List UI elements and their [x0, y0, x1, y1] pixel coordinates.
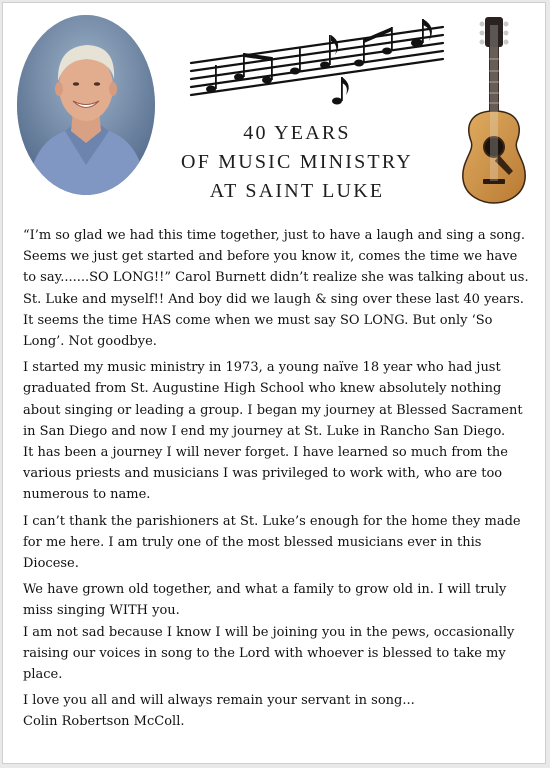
- paragraph-closing-signature: I love you all and will always remain your servant in song... Colin Robertson McColl.: [23, 693, 415, 730]
- paragraph-grown-old: We have grown old together, and what a family to grow old in. I will truly miss singing WITH you. I am not sad because I know I will be joining you in the pews, occasionally raising our voices in song to the Lord with whoever is blessed to take my place.: [23, 582, 515, 683]
- paragraph-thanks: I can’t thank the parishioners at St. Luke’s enough for the home they made for me here. I am truly one of the most blessed musicians ever in this Diocese.: [23, 513, 521, 572]
- acoustic-guitar-image: [455, 15, 535, 205]
- title-line-years: 40 YEARS: [243, 122, 351, 144]
- portrait-photo: [17, 15, 155, 195]
- flyer-page: [2, 2, 546, 764]
- paragraph-ministry-history: I started my music ministry in 1973, a young naïve 18 year who had just graduated from St. Augustine High School who knew absolutely nothing about singing or leading a group. I began my journey at Blessed Sacrament in San Diego and now I end my journey at St. Luke in Rancho San Diego. It has been a journey I will never forget. I have learned so much from the various priests and musicians I was privileged to work with, who are too numerous to name.: [23, 360, 523, 503]
- music-notes-graphic: [185, 13, 447, 117]
- title-line-church: AT SAINT LUKE: [209, 180, 385, 202]
- title-line-ministry: OF MUSIC MINISTRY: [181, 151, 413, 173]
- letter-body: [23, 225, 531, 733]
- portrait-illustration: [17, 15, 155, 195]
- paragraph-opening-quote: “I’m so glad we had this time together, just to have a laugh and sing a song. Seems we just get started and before you know it, comes the time we have to say.......SO LONG!!” Carol Burnett didn’t realize she was talking about us. St. Luke and myself!! And boy did we laugh & sing over these last 40 years. It seems the time HAS come when we must say SO LONG. But only ‘So Long’. Not goodbye.: [23, 228, 529, 350]
- flyer-title: [163, 119, 431, 206]
